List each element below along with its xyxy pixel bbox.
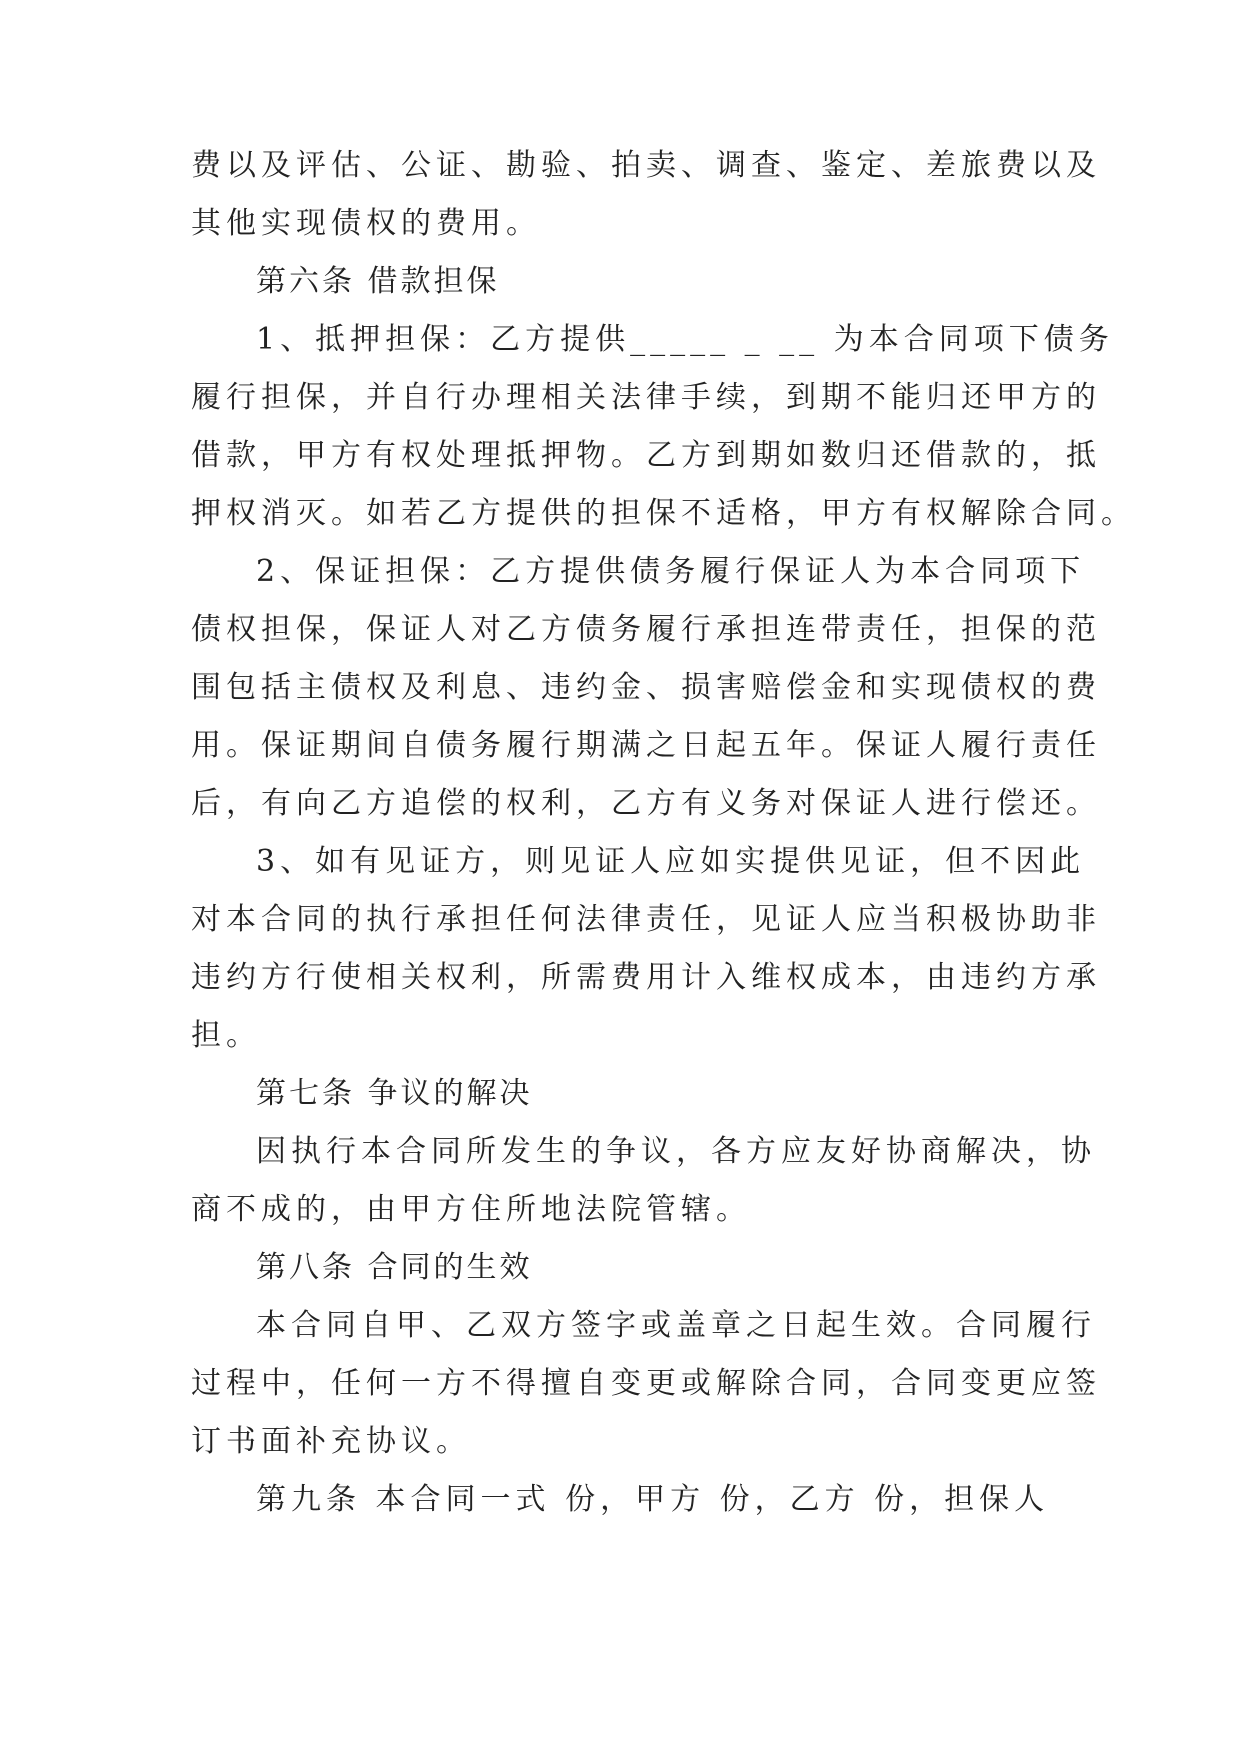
text-line: 押权消灭。如若乙方提供的担保不适格，甲方有权解除合同。	[191, 496, 1136, 531]
text-line: 其他实现债权的费用。	[191, 206, 541, 241]
text-line: 对本合同的执行承担任何法律责任，见证人应当积极协助非	[191, 902, 1101, 937]
text-line: 商不成的，由甲方住所地法院管辖。	[191, 1192, 751, 1227]
text-line: 围包括主债权及利息、违约金、损害赔偿金和实现债权的费	[191, 670, 1101, 705]
text-line: 1、抵押担保：乙方提供_____ _ __ 为本合同项下债务	[256, 322, 1114, 357]
text-line: 债权担保，保证人对乙方债务履行承担连带责任，担保的范	[191, 612, 1101, 647]
text-line: 用。保证期间自债务履行期满之日起五年。保证人履行责任	[191, 728, 1101, 763]
text-line: 3、如有见证方，则见证人应如实提供见证，但不因此	[256, 844, 1086, 879]
section-heading-7: 第七条 争议的解决	[256, 1076, 533, 1111]
text-line: 违约方行使相关权利，所需费用计入维权成本，由违约方承	[191, 960, 1101, 995]
text-line: 履行担保，并自行办理相关法律手续，到期不能归还甲方的	[191, 380, 1101, 415]
text-line: 费以及评估、公证、勘验、拍卖、调查、鉴定、差旅费以及	[191, 148, 1101, 183]
text-line: 2、保证担保：乙方提供债务履行保证人为本合同项下	[256, 554, 1086, 589]
text-line: 担。	[191, 1018, 261, 1053]
section-heading-9: 第九条 本合同一式 份，甲方 份，乙方 份，担保人	[256, 1482, 1050, 1517]
section-heading-8: 第八条 合同的生效	[256, 1250, 533, 1285]
text-line: 订书面补充协议。	[191, 1424, 471, 1459]
section-heading-6: 第六条 借款担保	[256, 264, 500, 299]
text-line: 过程中，任何一方不得擅自变更或解除合同，合同变更应签	[191, 1366, 1101, 1401]
text-line: 因执行本合同所发生的争议，各方应友好协商解决，协	[256, 1134, 1096, 1169]
text-line: 借款，甲方有权处理抵押物。乙方到期如数归还借款的，抵	[191, 438, 1101, 473]
text-line: 后，有向乙方追偿的权利，乙方有义务对保证人进行偿还。	[191, 786, 1101, 821]
text-line: 本合同自甲、乙双方签字或盖章之日起生效。合同履行	[256, 1308, 1096, 1343]
